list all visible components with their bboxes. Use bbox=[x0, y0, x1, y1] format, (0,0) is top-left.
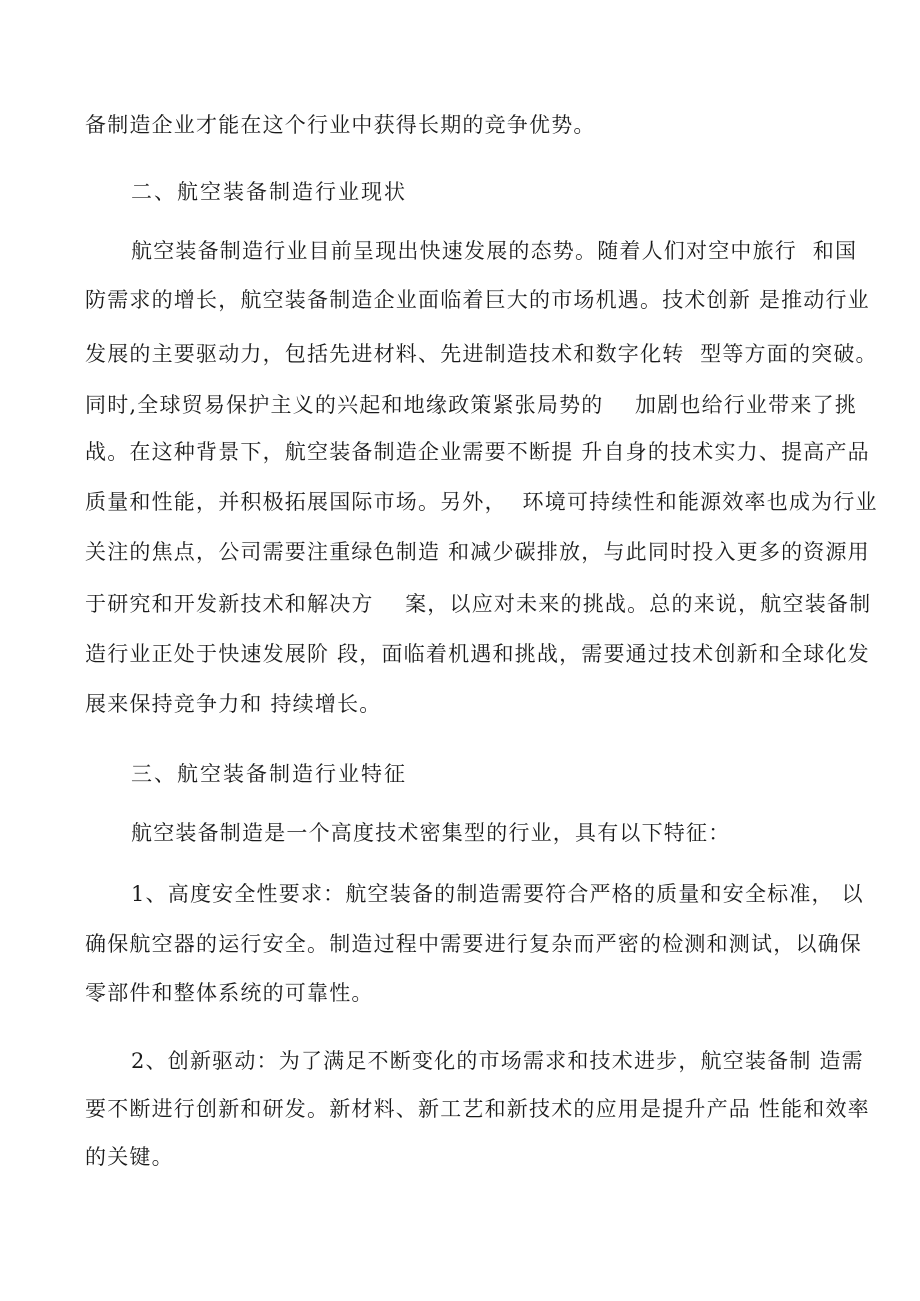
section2-line-10: 展来保持竞争力和 持续增长。 bbox=[85, 692, 382, 716]
item1-line-3: 零部件和整体系统的可靠性。 bbox=[85, 981, 374, 1005]
section2-line-3: 发展的主要驱动力，包括先进材料、先进制造技术和数字化转 型等方面的突破。 bbox=[85, 342, 878, 366]
section3-heading: 三、航空装备制造行业特征 bbox=[131, 762, 407, 786]
section2-heading: 二、航空装备制造行业现状 bbox=[131, 180, 407, 204]
item2-line-1: 2、创新驱动：为了满足不断变化的市场需求和技术进步，航空装备制 造需 bbox=[131, 1049, 864, 1073]
section3-intro: 航空装备制造是一个高度技术密集型的行业，具有以下特征： bbox=[131, 821, 731, 845]
item1-line-1: 1、高度安全性要求：航空装备的制造需要符合严格的质量和安全标准， 以 bbox=[131, 882, 864, 906]
item1-line-2: 确保航空器的运行安全。制造过程中需要进行复杂而严密的检测和测试，以确保 bbox=[85, 932, 862, 956]
section2-line-5: 战。在这种背景下，航空装备制造企业需要不断提 升自身的技术实力、提高产品 bbox=[85, 440, 870, 464]
section2-line-9: 造行业正处于快速发展阶 段，面临着机遇和挑战，需要通过技术创新和全球化发 bbox=[85, 642, 870, 666]
item2-line-3: 的关键。 bbox=[85, 1145, 174, 1169]
item2-line-2: 要不断进行创新和研发。新材料、新工艺和新技术的应用是提升产品 性能和效率 bbox=[85, 1097, 870, 1121]
intro-line-1: 备制造企业才能在这个行业中获得长期的竞争优势。 bbox=[85, 113, 596, 137]
section2-line-4: 同时,全球贸易保护主义的兴起和地缘政策紧张局势的 加剧也给行业带来了挑 bbox=[85, 393, 857, 417]
section2-line-6: 质量和性能，并积极拓展国际市场。另外， 环境可持续性和能源效率也成为行业 bbox=[85, 490, 878, 514]
section2-line-2: 防需求的增长，航空装备制造企业面临着巨大的市场机遇。技术创新 是推动行业 bbox=[85, 288, 870, 312]
section2-line-1: 航空装备制造行业目前呈现出快速发展的态势。随着人们对空中旅行 和国 bbox=[131, 239, 858, 263]
section2-line-7: 关注的焦点，公司需要注重绿色制造 和减少碳排放，与此同时投入更多的资源用 bbox=[85, 540, 870, 564]
section2-line-8: 于研究和开发新技术和解决方 案，以应对未来的挑战。总的来说，航空装备制 bbox=[85, 592, 872, 616]
